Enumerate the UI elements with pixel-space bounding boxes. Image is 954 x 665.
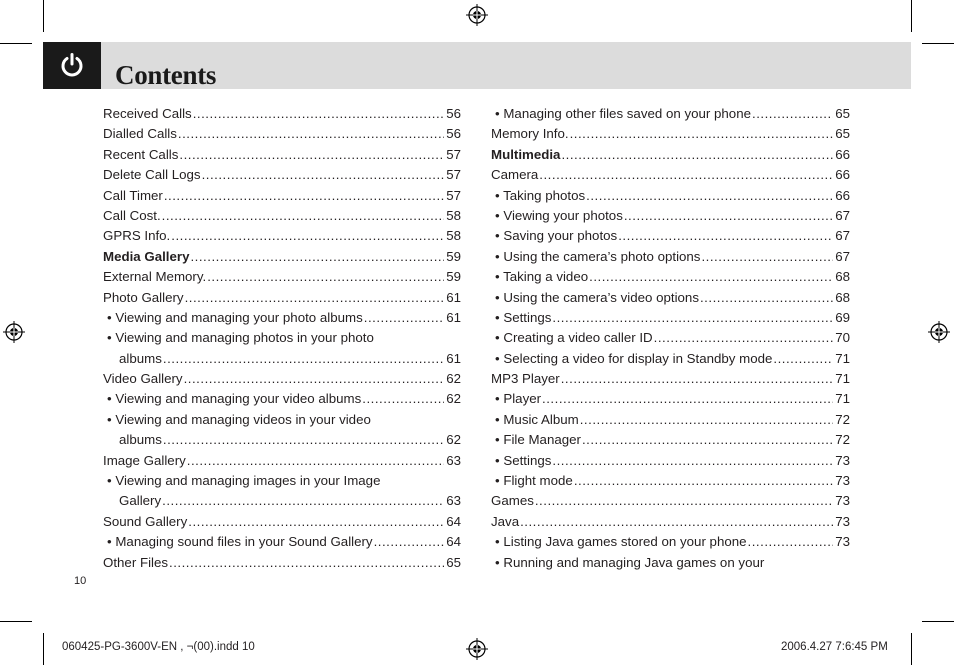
toc-entry xyxy=(491,553,850,573)
toc-entry xyxy=(491,369,850,389)
toc-entry xyxy=(103,410,461,430)
toc-page-number: 69 xyxy=(835,309,850,325)
toc-page-number: 63 xyxy=(446,452,461,468)
toc-leader-dots xyxy=(162,491,444,511)
toc-entry-label: Memory Info. xyxy=(491,126,569,142)
toc-entry-label: Photo Gallery xyxy=(103,289,184,305)
toc-leader-dots xyxy=(164,186,444,206)
toc-entry xyxy=(103,349,461,369)
toc-entry-label: • Selecting a video for display in Standby mode xyxy=(495,350,773,366)
toc-entry-label: • Managing other files saved on your phone xyxy=(495,106,751,121)
toc-page-number: 62 xyxy=(446,371,461,387)
crop-mark xyxy=(911,633,912,665)
toc-page-number: 62 xyxy=(446,432,461,448)
toc-entry-label: • Viewing and managing your video albums xyxy=(107,391,362,407)
toc-leader-dots xyxy=(748,532,834,552)
toc-entry xyxy=(103,165,461,185)
toc-page-number: 56 xyxy=(446,126,461,142)
toc-page-number: 68 xyxy=(835,269,850,285)
toc-leader-dots xyxy=(618,226,833,246)
toc-entry xyxy=(103,512,461,532)
toc-entry-label: • Managing sound files in your Sound Gallery xyxy=(107,534,373,550)
toc-entry xyxy=(491,124,850,144)
toc-entry xyxy=(491,491,850,511)
toc-entry-label: Call Timer xyxy=(103,187,163,203)
toc-page-number: 70 xyxy=(835,330,850,346)
crop-mark xyxy=(43,633,44,665)
toc-entry-label: albums xyxy=(119,350,162,366)
toc-entry xyxy=(491,512,850,532)
toc-entry-label: Gallery xyxy=(119,493,162,509)
toc-page-number: 62 xyxy=(446,391,461,407)
toc-entry-label: • Using the camera’s video options xyxy=(495,289,699,305)
toc-leader-dots xyxy=(582,430,833,450)
toc-leader-dots xyxy=(364,308,444,328)
toc-page-number: 65 xyxy=(446,554,461,570)
toc-entry-label: albums xyxy=(119,432,162,448)
toc-entry xyxy=(103,308,461,328)
toc-leader-dots xyxy=(552,451,833,471)
toc-page-number: 72 xyxy=(835,432,850,448)
section-icon-box xyxy=(43,42,101,89)
toc-entry-label: GPRS Info. xyxy=(103,228,171,244)
toc-entry xyxy=(491,389,850,409)
toc-page-number: 61 xyxy=(446,350,461,366)
crop-mark xyxy=(922,621,954,622)
toc-leader-dots xyxy=(580,410,833,430)
toc-entry-label: • Saving your photos xyxy=(495,228,618,244)
toc-entry xyxy=(103,145,461,165)
toc-entry-label: Games xyxy=(491,493,534,509)
toc-entry-label: • Running and managing Java games on your xyxy=(495,554,765,570)
toc-entry-label: • File Manager xyxy=(495,432,581,448)
toc-entry-label: • Viewing your photos xyxy=(495,207,623,223)
toc-entry xyxy=(491,349,850,369)
toc-entry-label: Dialled Calls xyxy=(103,126,177,142)
toc-entry xyxy=(491,288,850,308)
toc-entry xyxy=(491,471,850,491)
toc-entry xyxy=(103,247,461,267)
toc-right-column xyxy=(491,104,850,573)
toc-leader-dots xyxy=(178,124,444,144)
toc-leader-dots xyxy=(589,267,833,287)
toc-entry-label: • Taking a video xyxy=(495,269,589,285)
toc-entry xyxy=(103,226,461,246)
toc-entry-label: • Taking photos xyxy=(495,187,586,203)
toc-entry-label: • Flight mode xyxy=(495,473,573,489)
toc-entry-label: Video Gallery xyxy=(103,371,183,387)
toc-entry-label: Camera xyxy=(491,167,539,183)
registration-mark-icon xyxy=(3,321,25,343)
toc-entry-label: • Viewing and managing your photo albums xyxy=(107,309,363,325)
toc-page-number: 71 xyxy=(835,371,850,387)
footer-file-info: 060425-PG-3600V-EN , ¬(00).indd 10 xyxy=(62,641,255,653)
toc-leader-dots xyxy=(185,288,445,308)
toc-entry xyxy=(103,267,461,287)
toc-left-column xyxy=(103,104,461,573)
toc-entry-label: • Viewing and managing photos in your photo xyxy=(107,330,374,346)
toc-entry-label: Java xyxy=(491,513,520,529)
toc-leader-dots xyxy=(171,226,444,246)
toc-leader-dots xyxy=(586,186,833,206)
toc-entry-label: • Settings xyxy=(495,452,552,468)
toc-page-number: 73 xyxy=(835,493,850,509)
crop-mark xyxy=(0,621,32,622)
toc-leader-dots xyxy=(574,471,833,491)
toc-entry-label: • Music Album xyxy=(495,411,579,427)
toc-entry xyxy=(491,430,850,450)
toc-entry-label: • Viewing and managing videos in your video xyxy=(107,411,371,427)
toc-leader-dots xyxy=(179,145,444,165)
toc-page-number: 61 xyxy=(446,309,461,325)
toc-page-number: 67 xyxy=(835,207,850,223)
toc-leader-dots xyxy=(207,267,444,287)
toc-entry xyxy=(103,389,461,409)
toc-page-number: 59 xyxy=(446,248,461,264)
toc-leader-dots xyxy=(193,104,445,124)
toc-entry-label: • Creating a video caller ID xyxy=(495,330,653,346)
toc-leader-dots xyxy=(162,206,445,226)
toc-entry xyxy=(103,451,461,471)
toc-page-number: 57 xyxy=(446,167,461,183)
toc-entry-label: MP3 Player xyxy=(491,371,560,387)
registration-mark-icon xyxy=(466,4,488,26)
toc-page-number: 71 xyxy=(835,391,850,407)
toc-entry-label: • Player xyxy=(495,391,542,407)
toc-entry-label: Other Files xyxy=(103,554,169,570)
power-icon xyxy=(59,52,85,78)
toc-leader-dots xyxy=(539,165,833,185)
toc-leader-dots xyxy=(701,247,833,267)
toc-page-number: 68 xyxy=(835,289,850,305)
toc-entry xyxy=(103,328,461,348)
toc-entry xyxy=(103,471,461,491)
toc-leader-dots xyxy=(624,206,833,226)
toc-leader-dots xyxy=(542,389,833,409)
toc-page-number: 65 xyxy=(835,106,850,121)
toc-entry-label: • Listing Java games stored on your phone xyxy=(495,534,747,550)
toc-page-number: 56 xyxy=(446,106,461,121)
toc-page-number: 59 xyxy=(446,269,461,285)
toc-entry xyxy=(491,308,850,328)
toc-page-number: 65 xyxy=(835,126,850,142)
toc-page-number: 58 xyxy=(446,228,461,244)
toc-page-number: 64 xyxy=(446,534,461,550)
toc-leader-dots xyxy=(374,532,445,552)
toc-entry xyxy=(103,104,461,124)
toc-leader-dots xyxy=(163,349,444,369)
toc-leader-dots xyxy=(169,553,444,573)
toc-leader-dots xyxy=(202,165,445,185)
toc-page-number: 67 xyxy=(835,228,850,244)
toc-page-number: 73 xyxy=(835,452,850,468)
toc-entry xyxy=(491,206,850,226)
toc-page-number: 73 xyxy=(835,473,850,489)
registration-mark-icon xyxy=(466,638,488,660)
toc-entry-label: Received Calls xyxy=(103,106,192,121)
toc-entry-label: Recent Calls xyxy=(103,146,179,162)
toc-entry xyxy=(103,491,461,511)
toc-leader-dots xyxy=(520,512,833,532)
toc-leader-dots xyxy=(773,349,833,369)
crop-mark xyxy=(0,43,32,44)
toc-page-number: 66 xyxy=(835,167,850,183)
toc-entry xyxy=(491,104,850,124)
toc-entry xyxy=(491,532,850,552)
toc-entry xyxy=(491,410,850,430)
toc-entry xyxy=(491,165,850,185)
toc-entry xyxy=(103,532,461,552)
toc-page-number: 57 xyxy=(446,146,461,162)
toc-page-number: 58 xyxy=(446,207,461,223)
toc-leader-dots xyxy=(561,145,833,165)
toc-entry xyxy=(491,328,850,348)
toc-entry xyxy=(103,430,461,450)
toc-leader-dots xyxy=(163,430,444,450)
toc-entry xyxy=(491,186,850,206)
toc-leader-dots xyxy=(654,328,834,348)
toc-entry-label: • Settings xyxy=(495,309,552,325)
page-title: Contents xyxy=(115,60,217,90)
toc-page-number: 64 xyxy=(446,513,461,529)
crop-mark xyxy=(911,0,912,32)
toc-entry-label: Multimedia xyxy=(491,146,561,162)
toc-entry-label: Call Cost. xyxy=(103,207,161,223)
toc-leader-dots xyxy=(184,369,445,389)
toc-entry xyxy=(103,186,461,206)
toc-entry xyxy=(103,124,461,144)
toc-entry xyxy=(491,145,850,165)
toc-page-number: 66 xyxy=(835,187,850,203)
footer-timestamp: 2006.4.27 7:6:45 PM xyxy=(781,641,888,653)
crop-mark xyxy=(922,43,954,44)
toc-page-number: 63 xyxy=(446,493,461,509)
toc-page-number: 66 xyxy=(835,146,850,162)
registration-mark-icon xyxy=(928,321,950,343)
toc-entry-label: • Viewing and managing images in your Image xyxy=(107,473,381,489)
toc-leader-dots xyxy=(535,491,833,511)
toc-page-number: 61 xyxy=(446,289,461,305)
toc-page-number: 73 xyxy=(835,513,850,529)
toc-leader-dots xyxy=(561,369,833,389)
toc-leader-dots xyxy=(570,124,834,144)
toc-leader-dots xyxy=(700,288,833,308)
toc-page-number: 72 xyxy=(835,411,850,427)
toc-entry-label: • Using the camera’s photo options xyxy=(495,248,701,264)
toc-leader-dots xyxy=(190,247,444,267)
toc-entry-label: External Memory. xyxy=(103,269,207,285)
toc-page-number: 71 xyxy=(835,350,850,366)
toc-entry xyxy=(103,369,461,389)
toc-entry xyxy=(103,288,461,308)
toc-entry xyxy=(491,451,850,471)
toc-entry-label: Sound Gallery xyxy=(103,513,188,529)
toc-entry xyxy=(491,247,850,267)
toc-page-number: 57 xyxy=(446,187,461,203)
toc-leader-dots xyxy=(187,451,444,471)
toc-leader-dots xyxy=(752,104,833,124)
toc-entry-label: Image Gallery xyxy=(103,452,186,468)
toc-leader-dots xyxy=(552,308,833,328)
crop-mark xyxy=(43,0,44,32)
toc-leader-dots xyxy=(362,389,444,409)
toc-entry-label: Media Gallery xyxy=(103,248,190,264)
toc-entry xyxy=(491,267,850,287)
toc-entry xyxy=(103,206,461,226)
toc-page-number: 67 xyxy=(835,248,850,264)
toc-entry-label: Delete Call Logs xyxy=(103,167,201,183)
toc-leader-dots xyxy=(188,512,444,532)
toc-page-number: 73 xyxy=(835,534,850,550)
toc-entry xyxy=(491,226,850,246)
toc-entry xyxy=(103,553,461,573)
page-number: 10 xyxy=(74,575,87,587)
